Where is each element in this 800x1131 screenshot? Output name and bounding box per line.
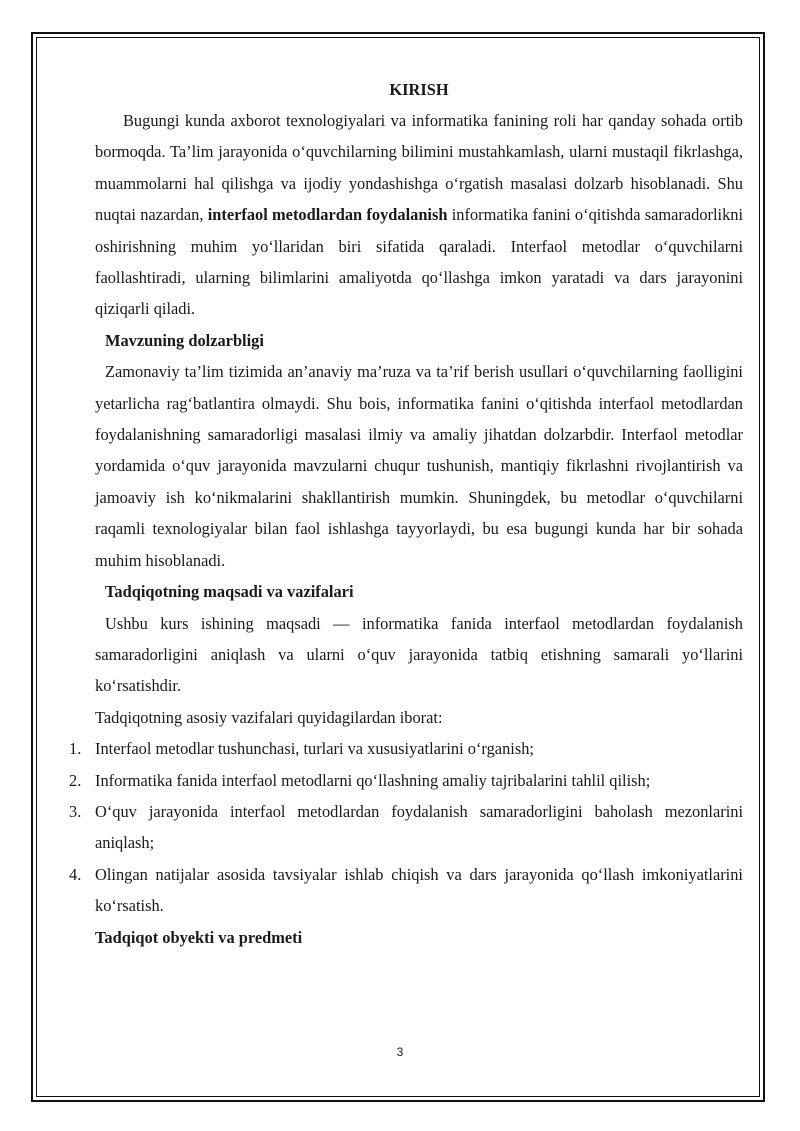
intro-text-end: informatika fanini o‘qitishda samaradorlikni oshirishning muhim yo‘llaridan biri sifatida qaraladi. Interfaol metodlar o‘quvchilarni faollashtiradi, ularning bilimlarini amaliyotda qo‘llashga imkon yaratadi va dars jarayonini qiziqarli qiladi. (95, 205, 744, 319)
list-item-number: 4. (69, 864, 82, 884)
relevance-paragraph: Zamonaviy ta’lim tizimida an’anaviy ma’ruza va ta’rif berish usullari o‘quvchilarning faolligini yetarlicha rag‘batlantira olmaydi. Shu bois, informatika fanini o‘qitishda interfaol metodlardan foydalanishning samaradorligi masalasi ilmiy va amaliy jihatdan dolzarbdir. Interfaol metodlar yordamida o‘quv jarayonida mavzularni chuqur tushunish, mantiqiy fikrlashni rivojlantirish va jamoaviy ish ko‘nikmalarini shakllantirish mumkin. Shuningdek, bu metodlar o‘quvchilarni raqamli texnologiyalar bilan faol ishlashga tayyorlaydi, bu esa bugungi kunda har bir sohada muhim hisoblanadi. (95, 362, 743, 570)
page-number: 3 (396, 1045, 404, 1059)
list-item-text: Interfaol metodlar tushunchasi, turlari va xususiyatlarini o‘rganish; (95, 739, 534, 759)
intro-bold-phrase: interfaol metodlardan foydalanish (207, 205, 448, 225)
list-item-text: O‘quv jarayonida interfaol metodlardan foydalanish samaradorligini baholash mezonlarini aniqlash; (95, 801, 743, 853)
list-item (69, 859, 743, 922)
list-item-number: 1. (69, 739, 82, 759)
list-item-text: Olingan natijalar asosida tavsiyalar ishlab chiqish va dars jarayonida qo‘llash imkoniyatlarini ko‘rsatish. (95, 864, 743, 916)
tasks-list (69, 733, 743, 921)
section-heading-relevance: Mavzuning dolzarbligi (105, 330, 264, 350)
document-body (69, 74, 744, 953)
tasks-intro: Tadqiqotning asosiy vazifalari quyidagilardan iborat: (95, 707, 443, 727)
document-title: KIRISH (389, 80, 449, 99)
list-item (69, 796, 743, 859)
intro-paragraph (95, 105, 743, 325)
list-item (69, 765, 743, 796)
intro-text-start: Bugungi kunda axborot texnologiyalari va informatika fanining roli har qanday sohada ortib bormoqda. Ta’lim jarayonida o‘quvchilarning bilimini mustahkamlash, ularni mustaqil fikrlashga, muammolarni hal qilishga va ijodiy yondashishga o‘rgatish masalasi dolzarb hisoblanadi. Shu nuqtai nazardan, (95, 111, 743, 225)
list-item-text: Informatika fanida interfaol metodlarni qo‘llashning amaliy tajribalarini tahlil qilish; (95, 770, 651, 790)
goals-paragraph: Ushbu kurs ishining maqsadi — informatika fanida interfaol metodlardan foydalanish samaradorligini aniqlash va ularni o‘quv jarayonida tatbiq etishning samarali yo‘llarini ko‘rsatishdir. (95, 613, 743, 696)
list-item-number: 3. (69, 801, 82, 821)
section-heading-object: Tadqiqot obyekti va predmeti (95, 927, 303, 947)
list-item-number: 2. (69, 770, 82, 790)
section-heading-goals: Tadqiqotning maqsadi va vazifalari (105, 582, 354, 602)
list-item (69, 733, 743, 764)
